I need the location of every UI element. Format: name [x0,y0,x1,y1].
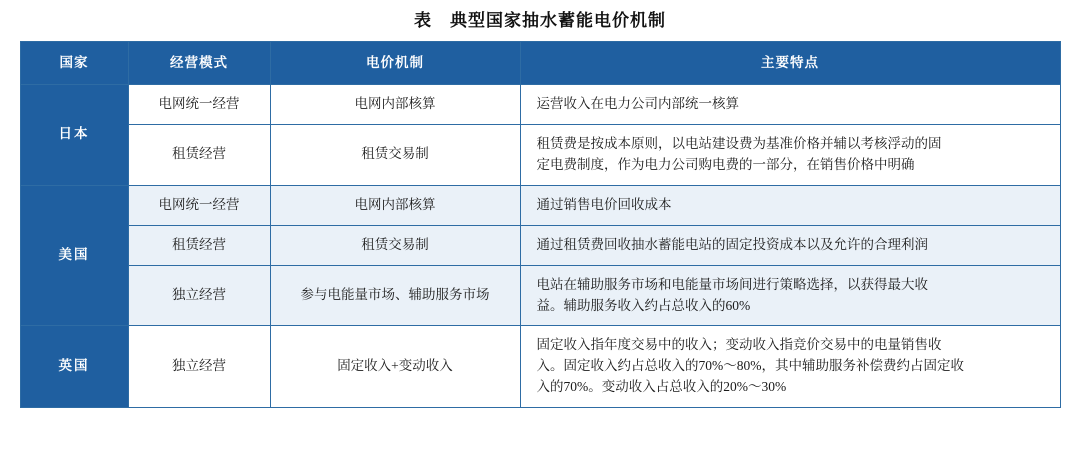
mode-cell: 租赁经营 [128,225,270,265]
mode-cell: 电网统一经营 [128,85,270,125]
mechanism-cell: 电网内部核算 [270,85,520,125]
column-header-country: 国家 [20,42,128,85]
table-row [20,326,1060,408]
table-row [20,185,1060,225]
features-cell [520,265,1060,326]
features-cell [520,185,1060,225]
feature-line: 通过租赁费回收抽水蓄能电站的固定投资成本以及允许的合理利润 [536,236,928,252]
features-cell [520,225,1060,265]
mechanism-cell: 租赁交易制 [270,124,520,185]
feature-line: 运营收入在电力公司内部统一核算 [536,96,739,111]
feature-line: 入。固定收入约占总收入的70%～80%，其中辅助服务补偿费约占固定收 [536,358,964,374]
pumped-storage-tariff-table [20,41,1061,408]
feature-line: 定电费制度，作为电力公司购电费的一部分，在销售价格中明确 [536,156,915,172]
table-row [20,85,1060,125]
column-header-features: 主要特点 [520,42,1060,85]
mechanism-cell: 电网内部核算 [270,185,520,225]
feature-line: 电站在辅助服务市场和电能量市场间进行策略选择，以获得最大收 [536,276,928,292]
table-header [20,42,1060,85]
feature-line: 益。辅助服务收入约占总收入的60% [536,297,751,313]
features-cell [520,85,1060,125]
feature-line: 租赁费是按成本原则，以电站建设费为基准价格并辅以考核浮动的固 [536,135,942,151]
table-body [20,85,1060,408]
mechanism-cell: 参与电能量市场、辅助服务市场 [270,265,520,326]
mechanism-cell: 租赁交易制 [270,225,520,265]
mode-cell: 独立经营 [128,265,270,326]
features-cell [520,124,1060,185]
mode-cell: 独立经营 [128,326,270,408]
column-header-mechanism: 电价机制 [270,42,520,85]
table-row [20,265,1060,326]
column-header-mode: 经营模式 [128,42,270,85]
feature-line: 通过销售电价回收成本 [536,196,672,212]
table-header-row [20,42,1060,85]
page-title: 表 典型国家抽水蓄能电价机制 [414,11,666,30]
features-cell [520,326,1060,408]
country-cell-uk: 英国 [20,326,128,408]
feature-line: 固定收入指年度交易中的收入；变动收入指竞价交易中的电量销售收 [536,337,942,353]
table-row [20,124,1060,185]
mode-cell: 电网统一经营 [128,185,270,225]
feature-line: 入的70%。变动收入占总收入的20%～30% [536,379,787,395]
country-cell-japan: 日本 [20,85,128,186]
country-cell-usa: 美国 [20,185,128,326]
mechanism-cell: 固定收入+变动收入 [270,326,520,408]
mode-cell: 租赁经营 [128,124,270,185]
table-row [20,225,1060,265]
